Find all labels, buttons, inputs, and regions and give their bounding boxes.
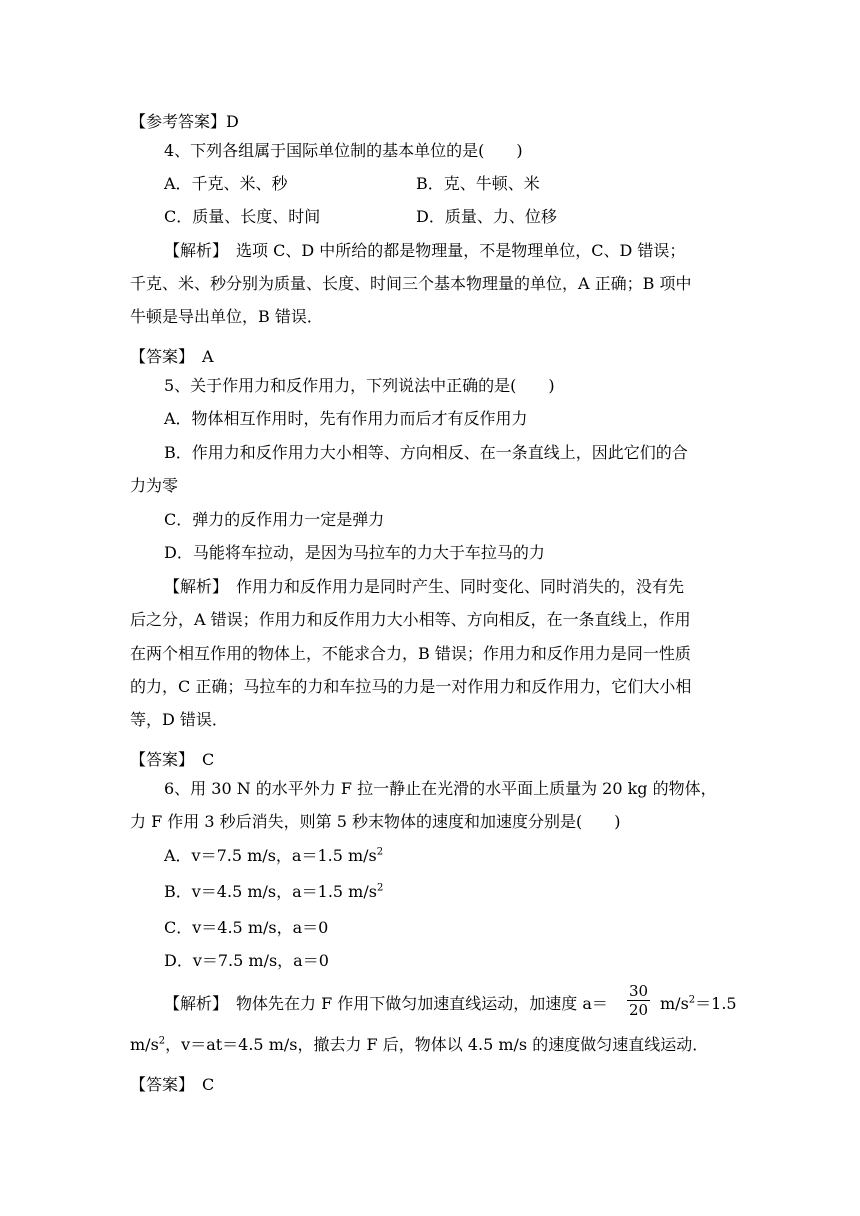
q4-stem: 4、下列各组属于国际单位制的基本单位的是( ) [164, 141, 523, 160]
q6-option-b: B．v＝4.5 m/s，a＝1.5 $m/s^2$ [164, 882, 384, 901]
q4-option-c: C．质量、长度、时间 [164, 207, 321, 226]
q5-option-b-line-1: B．作用力和反作用力大小相等、方向相反、在一条直线上，因此它们的合 [164, 443, 688, 462]
q4-analysis-line-1: 【解析】 选项 C、D 中所给的都是物理量，不是物理单位，C、D 错误； [164, 241, 686, 260]
q4-option-b: B．克、牛顿、米 [416, 174, 540, 193]
q6-analysis-line-2: $m/s^2$，v＝at＝4.5 m/s，撤去力 F 后，物体以 4.5 m/s 的速度做匀速直线运动． [130, 1035, 709, 1054]
q6-analysis-line-1-left: 【解析】 物体先在力 F 作用下做匀加速直线运动，加速度 a＝ [164, 994, 608, 1013]
q5-answer: 【答案】 C [130, 750, 215, 769]
q4-option-d: D．质量、力、位移 [416, 207, 557, 226]
q6-stem-line-1: 6、用 30 N 的水平外力 F 拉一静止在光滑的水平面上质量为 20 kg 的物体， [164, 779, 717, 798]
q3-answer: 【参考答案】D [130, 112, 239, 131]
q6-option-a: A．v＝7.5 m/s，a＝1.5 $m/s^2$ [164, 846, 384, 865]
q5-analysis-line-2: 后之分，A 错误；作用力和反作用力大小相等、方向相反，在一条直线上，作用 [130, 610, 691, 629]
q6-option-d: D．v＝7.5 m/s，a＝0 [164, 951, 329, 970]
q5-option-c: C．弹力的反作用力一定是弹力 [164, 510, 385, 529]
q5-analysis-line-3: 在两个相互作用的物体上，不能求合力，B 错误；作用力和反作用力是同一性质 [130, 644, 691, 663]
q5-analysis-line-4: 的力，C 正确；马拉车的力和车拉马的力是一对作用力和反作用力，它们大小相 [130, 677, 692, 696]
q5-analysis-line-5: 等，D 错误． [130, 710, 228, 729]
q5-analysis-line-1: 【解析】 作用力和反作用力是同时产生、同时变化、同时消失的，没有先 [164, 577, 685, 596]
q6-option-c: C．v＝4.5 m/s，a＝0 [164, 918, 329, 937]
q5-stem: 5、关于作用力和反作用力，下列说法中正确的是( ) [164, 376, 555, 395]
q6-analysis-line-1-right: $m/s^2=1.5$ [660, 994, 737, 1013]
fraction-denominator: 20 [629, 1001, 649, 1019]
q4-analysis-line-3: 牛顿是导出单位，B 错误． [130, 307, 323, 326]
fraction-numerator: 30 [629, 982, 649, 1000]
q6-answer: 【答案】 C [130, 1075, 215, 1094]
q6-stem-line-2: 力 F 作用 3 秒后消失，则第 5 秒末物体的速度和加速度分别是( ) [130, 812, 621, 831]
q4-option-a: A．千克、米、秒 [164, 174, 288, 193]
q5-option-b-line-2: 力为零 [130, 476, 179, 495]
q4-analysis-line-2: 千克、米、秒分别为质量、长度、时间三个基本物理量的单位，A 正确；B 项中 [130, 274, 692, 293]
q4-answer: 【答案】 A [130, 347, 214, 366]
acceleration-fraction [627, 982, 650, 1019]
q5-option-a: A．物体相互作用时，先有作用力而后才有反作用力 [164, 409, 528, 428]
q5-option-d: D．马能将车拉动，是因为马拉车的力大于车拉马的力 [164, 543, 545, 562]
